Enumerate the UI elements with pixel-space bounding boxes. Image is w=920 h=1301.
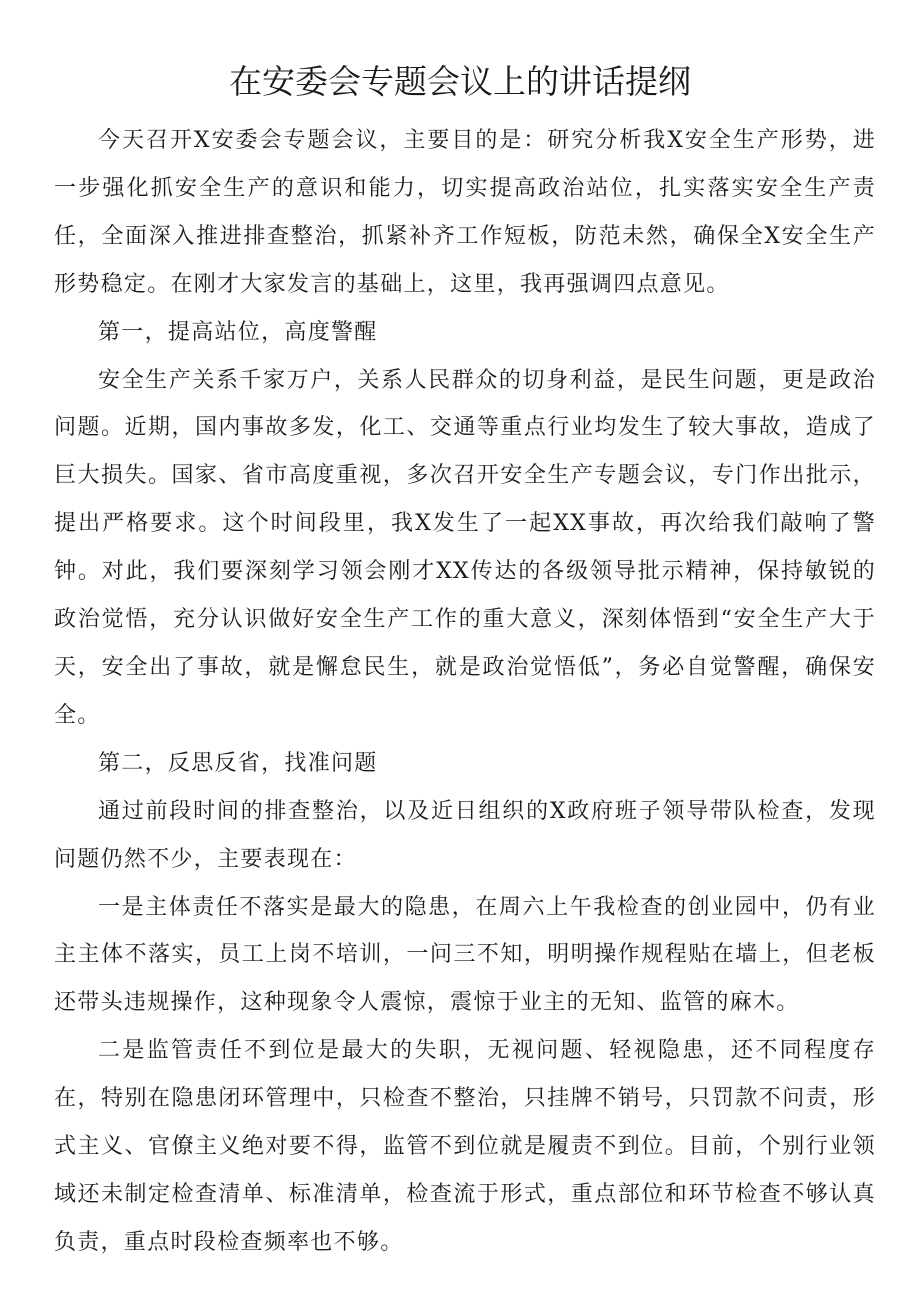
section-heading-first: 第一，提高站位，高度警醒 [98, 319, 378, 345]
section-second-intro-paragraph: 通过前段时间的排查整治，以及近日组织的X政府班子领导带队检查，发现问题仍然不少，主要表现在： [54, 798, 876, 872]
document-title: 在安委会专题会议上的讲话提纲 [229, 62, 691, 101]
section-heading-second: 第二，反思反省，找准问题 [98, 750, 378, 776]
problem-two-paragraph: 二是监管责任不到位是最大的失职，无视问题、轻视隐患，还不同程度存在，特别在隐患闭环管理中，只检查不整治，只挂牌不销号，只罚款不问责，形式主义、官僚主义绝对要不得，监管不到位就是履责不到位。目前，个别行业领域还未制定检查清单、标准清单，检查流于形式，重点部位和环节检查不够认真负责，重点时段检查频率也不够。 [54, 1038, 876, 1255]
intro-paragraph: 今天召开X安委会专题会议，主要目的是：研究分析我X安全生产形势，进一步强化抓安全生产的意识和能力，切实提高政治站位，扎实落实安全生产责任，全面深入推进排查整治，抓紧补齐工作短板，防范未然，确保全X安全生产形势稳定。在刚才大家发言的基础上，这里，我再强调四点意见。 [54, 128, 876, 297]
document-body [54, 117, 876, 1267]
section-first-paragraph: 安全生产关系千家万户，关系人民群众的切身利益，是民生问题，更是政治问题。近期，国内事故多发，化工、交通等重点行业均发生了较大事故，造成了巨大损失。国家、省市高度重视，多次召开安全生产专题会议，专门作出批示，提出严格要求。这个时间段里，我X发生了一起XX事故，再次给我们敲响了警钟。对此，我们要深刻学习领会刚才XX传达的各级领导批示精神，保持敏锐的政治觉悟，充分认识做好安全生产工作的重大意义，深刻体悟到“安全生产大于天，安全出了事故，就是懈怠民生，就是政治觉悟低”，务必自觉警醒，确保安全。 [54, 367, 876, 728]
problem-one-paragraph: 一是主体责任不落实是最大的隐患，在周六上午我检查的创业园中，仍有业主主体不落实，员工上岗不培训，一问三不知，明明操作规程贴在墙上，但老板还带头违规操作，这种现象令人震惊，震惊于业主的无知、监管的麻木。 [54, 894, 876, 1016]
